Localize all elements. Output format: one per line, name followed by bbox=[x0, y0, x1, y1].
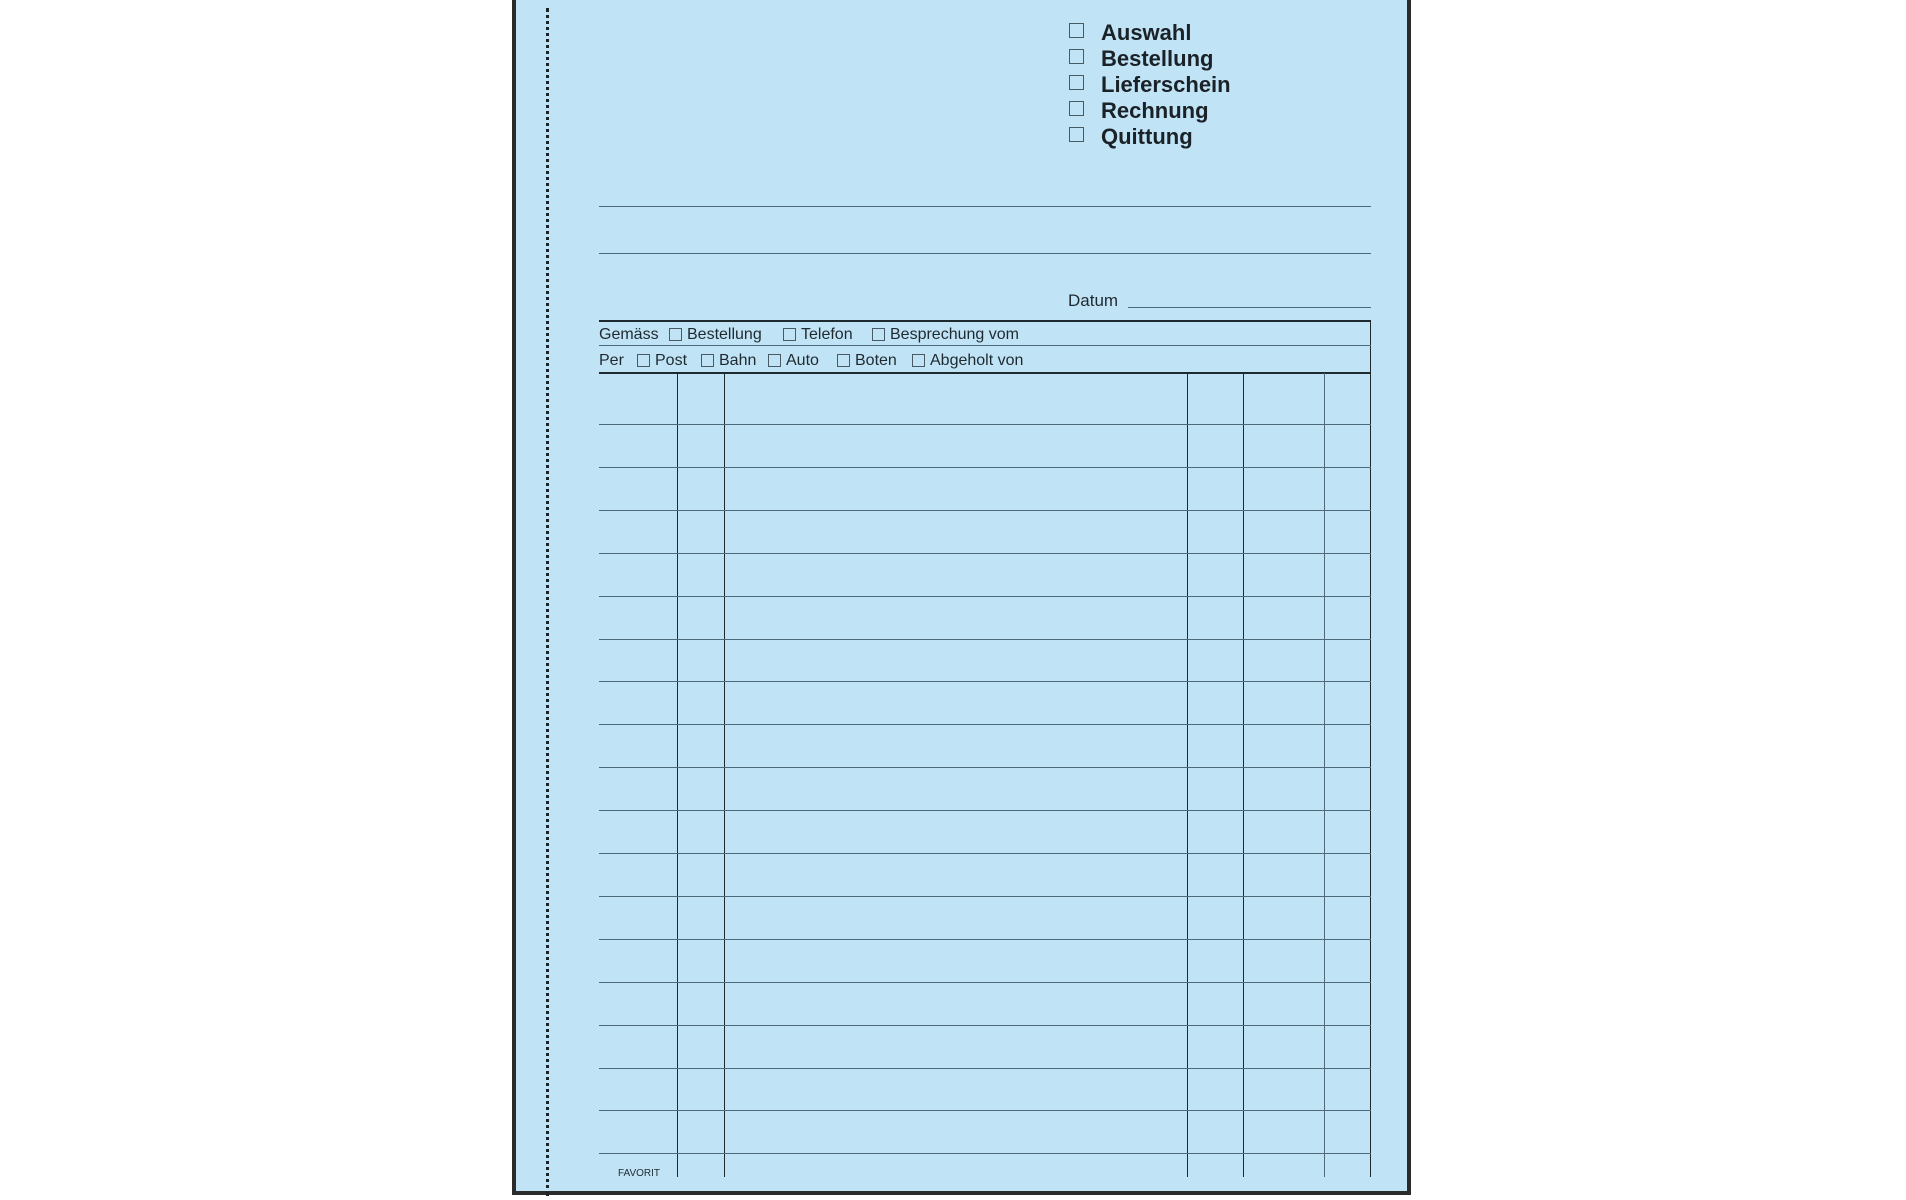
column-divider-description bbox=[1187, 373, 1188, 1177]
address-line-1[interactable] bbox=[599, 206, 1371, 207]
gemaess-label: Gemäss bbox=[599, 326, 659, 343]
table-row-line bbox=[599, 1110, 1371, 1111]
table-row-line bbox=[599, 681, 1371, 682]
checkbox-bestellung[interactable] bbox=[1069, 49, 1084, 64]
table-row-line bbox=[599, 810, 1371, 811]
label-auto: Auto bbox=[786, 352, 819, 369]
label-auswahl: Auswahl bbox=[1101, 20, 1192, 45]
label-quittung: Quittung bbox=[1101, 124, 1193, 149]
label-telefon: Telefon bbox=[801, 326, 853, 343]
label-rechnung: Rechnung bbox=[1101, 98, 1209, 123]
table-row-line bbox=[599, 982, 1371, 983]
table-row-line bbox=[599, 853, 1371, 854]
label-post: Post bbox=[655, 352, 688, 369]
header-bottom-line bbox=[599, 372, 1371, 374]
column-divider-price bbox=[1243, 373, 1244, 1177]
table-row-line bbox=[599, 467, 1371, 468]
label-bestellung: Bestellung bbox=[1101, 46, 1214, 71]
label-abgeholt: Abgeholt von bbox=[930, 352, 1024, 369]
table-row-line bbox=[599, 1068, 1371, 1069]
checkbox-auswahl[interactable] bbox=[1069, 23, 1084, 38]
table-row-line bbox=[599, 1025, 1371, 1026]
table-row-line bbox=[599, 510, 1371, 511]
checkbox-gemaess-bestellung[interactable] bbox=[669, 328, 682, 341]
label-besprechung: Besprechung vom bbox=[890, 326, 1019, 343]
checkbox-telefon[interactable] bbox=[783, 328, 796, 341]
date-label: Datum bbox=[1068, 291, 1119, 310]
checkbox-rechnung[interactable] bbox=[1069, 101, 1084, 116]
label-bahn: Bahn bbox=[719, 352, 757, 369]
column-divider-quantity bbox=[677, 373, 678, 1177]
table-row-line bbox=[599, 639, 1371, 640]
checkbox-auto[interactable] bbox=[768, 354, 781, 367]
table-row-line bbox=[599, 939, 1371, 940]
checkbox-boten[interactable] bbox=[837, 354, 850, 367]
checkbox-abgeholt[interactable] bbox=[912, 354, 925, 367]
table-row-line bbox=[599, 596, 1371, 597]
perforation-line bbox=[546, 8, 549, 1196]
table-row-line bbox=[599, 424, 1371, 425]
header-separator bbox=[599, 345, 1371, 346]
table-row-line bbox=[599, 767, 1371, 768]
address-line-2[interactable] bbox=[599, 253, 1371, 254]
checkbox-quittung[interactable] bbox=[1069, 127, 1084, 142]
items-table bbox=[599, 320, 1371, 1177]
brand-label: FAVORIT bbox=[618, 1168, 661, 1179]
column-divider-cents bbox=[1324, 373, 1325, 1177]
table-row-line bbox=[599, 724, 1371, 725]
checkbox-post[interactable] bbox=[637, 354, 650, 367]
date-field[interactable] bbox=[1128, 307, 1371, 308]
checkbox-bahn[interactable] bbox=[701, 354, 714, 367]
table-row-line bbox=[599, 1153, 1371, 1154]
column-divider-unit bbox=[724, 373, 725, 1177]
table-row-line bbox=[599, 553, 1371, 554]
checkbox-lieferschein[interactable] bbox=[1069, 75, 1084, 90]
label-lieferschein: Lieferschein bbox=[1101, 72, 1231, 97]
label-boten: Boten bbox=[855, 352, 897, 369]
table-row-line bbox=[599, 896, 1371, 897]
label-gemaess-bestellung: Bestellung bbox=[687, 326, 762, 343]
per-label: Per bbox=[599, 352, 624, 369]
checkbox-besprechung[interactable] bbox=[872, 328, 885, 341]
